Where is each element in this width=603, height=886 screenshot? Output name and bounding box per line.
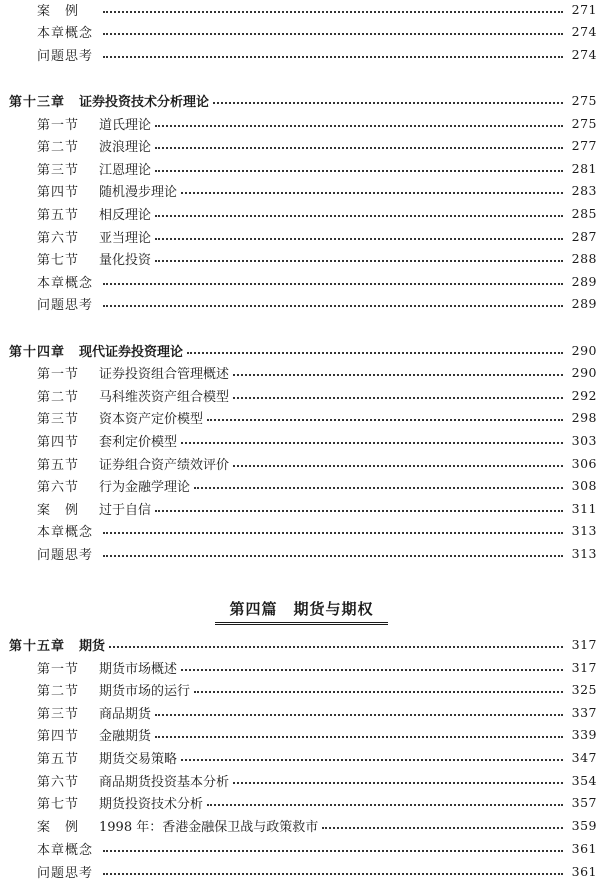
toc-entry-label: [37, 204, 151, 223]
toc-entry-number: 本章概念: [37, 842, 94, 858]
toc-entry-row[interactable]: [0, 20, 603, 42]
toc-entry-title: 马科维茨资产组合模型: [99, 389, 230, 405]
toc-entry-label: [37, 386, 229, 405]
dot-leader: [103, 56, 563, 58]
toc-entry-number: 第一节: [37, 117, 80, 133]
toc-page-number: 354: [571, 772, 597, 788]
toc-entry-title: 证券组合资产绩效评价: [99, 457, 230, 473]
toc-entry-label: [37, 725, 151, 744]
toc-entry-label: [37, 114, 151, 133]
dot-leader: [194, 691, 563, 693]
toc-entry-label: [37, 227, 151, 246]
toc-entry-row[interactable]: [0, 542, 603, 564]
dot-leader: [103, 11, 563, 13]
toc-chapter-row[interactable]: [0, 633, 603, 655]
toc-page-number: 292: [571, 387, 597, 403]
toc-entry-label: [37, 136, 151, 155]
toc-entry-title: 期货交易策略: [99, 751, 178, 767]
toc-chapter-row[interactable]: [0, 339, 603, 361]
toc-entry-number: 第四节: [37, 434, 80, 450]
toc-page-number: 306: [571, 455, 597, 471]
toc-entry-title: 商品期货: [99, 706, 152, 722]
toc-entry-title: 波浪理论: [99, 139, 152, 155]
toc-page-number: 361: [571, 863, 597, 879]
toc-entry-title: 现代证券投资理论: [79, 344, 184, 360]
toc-entry-label: [37, 658, 177, 677]
dot-leader: [181, 192, 563, 194]
toc-entry-row[interactable]: [0, 678, 603, 700]
toc-entry-number: 案 例: [37, 502, 80, 518]
dot-leader: [181, 759, 563, 761]
toc-entry-row[interactable]: [0, 814, 603, 836]
toc-entry-number: 第二节: [37, 683, 80, 699]
toc-page-number: 271: [571, 1, 597, 17]
toc-entry-label: [37, 454, 229, 473]
toc-entry-number: 第十四章: [9, 344, 66, 360]
toc-entry-title: 量化投资: [99, 252, 152, 268]
toc-page-number: 288: [571, 250, 597, 266]
toc-page-number: 287: [571, 228, 597, 244]
dot-leader: [103, 283, 563, 285]
toc-entry-number: 第六节: [37, 479, 80, 495]
dot-leader: [207, 419, 563, 421]
toc-page-number: 313: [571, 522, 597, 538]
toc-entry-number: 问题思考: [37, 297, 94, 313]
toc-page-number: 275: [571, 115, 597, 131]
toc-entry-row[interactable]: [0, 361, 603, 383]
toc-page-number: 361: [571, 840, 597, 856]
toc-entry-label: [37, 521, 99, 540]
toc-page-number: 313: [571, 545, 597, 561]
dot-leader: [109, 646, 563, 648]
dot-leader: [155, 260, 563, 262]
dot-leader: [155, 147, 563, 149]
toc-page-number: 290: [571, 342, 597, 358]
toc-entry-label: [9, 341, 183, 360]
toc-entry-title: 江恩理论: [99, 162, 152, 178]
toc-entry-row[interactable]: [0, 225, 603, 247]
toc-entry-title: 期货投资技术分析: [99, 796, 204, 812]
toc-entry-title: 期货: [79, 638, 106, 654]
toc-page-number: 357: [571, 794, 597, 810]
toc-entry-number: 第一节: [37, 366, 80, 382]
dot-leader: [155, 170, 563, 172]
toc-entry-label: [37, 45, 99, 64]
toc-page-number: 285: [571, 205, 597, 221]
toc-entry-number: 案 例: [37, 3, 80, 19]
toc-entry-row[interactable]: [0, 0, 603, 20]
toc-entry-label: [37, 272, 99, 291]
toc-entry-title: 行为金融学理论: [99, 479, 191, 495]
toc-entry-title: 过于自信: [99, 502, 152, 518]
toc-entry-row[interactable]: [0, 406, 603, 428]
toc-page-number: 277: [571, 137, 597, 153]
toc-page-number: 274: [571, 46, 597, 62]
dot-leader: [155, 714, 563, 716]
toc-page-number: 289: [571, 295, 597, 311]
toc-entry-number: 第五节: [37, 751, 80, 767]
dot-leader: [103, 555, 563, 557]
toc-entry-title: 期货市场概述: [99, 661, 178, 677]
toc-entry-row[interactable]: [0, 247, 603, 269]
dot-leader: [103, 873, 563, 875]
toc-entry-number: 第三节: [37, 706, 80, 722]
dot-leader: [155, 736, 563, 738]
toc-entry-number: 第五节: [37, 207, 80, 223]
dot-leader: [233, 465, 563, 467]
toc-entry-label: [37, 771, 229, 790]
dot-leader: [103, 305, 563, 307]
dot-leader: [233, 374, 563, 376]
toc-entry-number: 第四节: [37, 728, 80, 744]
toc-entry-number: 第五节: [37, 457, 80, 473]
toc-page-number: 311: [571, 500, 597, 516]
dot-leader: [155, 215, 563, 217]
toc-page-number: 317: [571, 636, 597, 652]
toc-entry-label: [37, 181, 177, 200]
dot-leader: [103, 850, 563, 852]
toc-entry-label: [37, 431, 177, 450]
toc-entry-title: 期货市场的运行: [99, 683, 191, 699]
toc-entry-number: 第四节: [37, 184, 80, 200]
toc-page-number: 337: [571, 704, 597, 720]
toc-entry-label: [37, 862, 99, 881]
toc-page-number: 303: [571, 432, 597, 448]
toc-entry-number: 第二节: [37, 389, 80, 405]
toc-entry-title: 随机漫步理论: [99, 184, 178, 200]
toc-entry-row[interactable]: [0, 179, 603, 201]
toc-entry-label: [37, 748, 177, 767]
toc-entry-label: [37, 408, 203, 427]
dot-leader: [322, 827, 563, 829]
toc-entry-row[interactable]: [0, 746, 603, 768]
toc-entry-title: 商品期货投资基本分析: [99, 774, 230, 790]
toc-entry-label: [37, 680, 190, 699]
toc-entry-row[interactable]: [0, 157, 603, 179]
toc-page-number: 317: [571, 659, 597, 675]
toc-entry-number: 本章概念: [37, 524, 94, 540]
toc-page-number: 289: [571, 273, 597, 289]
dot-leader: [103, 532, 563, 534]
toc-entry-number: 第七节: [37, 252, 80, 268]
toc-entry-number: 第十五章: [9, 638, 66, 654]
toc-entry-label: [37, 816, 318, 835]
toc-page-number: 274: [571, 23, 597, 39]
toc-entry-row[interactable]: [0, 837, 603, 859]
toc-entry-number: 第六节: [37, 774, 80, 790]
toc-entry-title: 资本资产定价模型: [99, 411, 204, 427]
toc-page-number: 359: [571, 817, 597, 833]
toc-entry-number: 第七节: [37, 796, 80, 812]
toc-entry-label: [37, 159, 151, 178]
toc-entry-number: 本章概念: [37, 275, 94, 291]
part-heading: [0, 598, 603, 625]
toc-entry-row[interactable]: [0, 497, 603, 519]
toc-entry-label: [37, 499, 151, 518]
dot-leader: [103, 33, 563, 35]
toc-page-number: 339: [571, 726, 597, 742]
toc-page-number: 347: [571, 749, 597, 765]
toc-entry-number: 第三节: [37, 411, 80, 427]
dot-leader: [187, 352, 563, 354]
toc-entry-row[interactable]: [0, 519, 603, 541]
toc-entry-row[interactable]: [0, 452, 603, 474]
toc-entry-label: [37, 544, 99, 563]
toc-entry-label: [37, 294, 99, 313]
toc-entry-row[interactable]: [0, 860, 603, 882]
toc-entry-title: 亚当理论: [99, 230, 152, 246]
toc-entry-label: [37, 476, 190, 495]
toc-entry-number: 第一节: [37, 661, 80, 677]
toc-entry-label: [37, 703, 151, 722]
dot-leader: [181, 442, 563, 444]
toc-entry-number: 问题思考: [37, 547, 94, 563]
toc-entry-row[interactable]: [0, 270, 603, 292]
toc-entry-number: 第六节: [37, 230, 80, 246]
dot-leader: [213, 102, 563, 104]
toc-entry-row[interactable]: [0, 723, 603, 745]
dot-leader: [155, 125, 563, 127]
toc-entry-number: 第三节: [37, 162, 80, 178]
toc-page-number: 281: [571, 160, 597, 176]
toc-entry-label: [37, 363, 229, 382]
toc-entry-label: [37, 22, 99, 41]
toc-entry-label: [37, 793, 203, 812]
toc-entry-row[interactable]: [0, 292, 603, 314]
dot-leader: [233, 397, 563, 399]
toc-chapter-row[interactable]: [0, 89, 603, 111]
toc-page-number: 308: [571, 477, 597, 493]
dot-leader: [194, 487, 563, 489]
toc-entry-row[interactable]: [0, 769, 603, 791]
toc-page-number: 283: [571, 182, 597, 198]
toc-entry-row[interactable]: [0, 202, 603, 224]
toc-entry-row[interactable]: [0, 656, 603, 678]
toc-entry-label: [37, 249, 151, 268]
toc-entry-row[interactable]: [0, 384, 603, 406]
toc-entry-row[interactable]: [0, 112, 603, 134]
toc-entry-row[interactable]: [0, 429, 603, 451]
toc-entry-label: [37, 839, 99, 858]
toc-entry-number: 问题思考: [37, 48, 94, 64]
toc-entry-title: 道氏理论: [99, 117, 152, 133]
toc-page-number: 298: [571, 409, 597, 425]
dot-leader: [233, 782, 563, 784]
toc-page-number: 325: [571, 681, 597, 697]
dot-leader: [155, 238, 563, 240]
toc-entry-title: 相反理论: [99, 207, 152, 223]
toc-entry-row[interactable]: [0, 791, 603, 813]
toc-entry-title: 金融期货: [99, 728, 152, 744]
toc-entry-row[interactable]: [0, 701, 603, 723]
toc-page-number: 275: [571, 92, 597, 108]
toc-entry-label: [9, 635, 105, 654]
dot-leader: [207, 804, 563, 806]
dot-leader: [181, 669, 563, 671]
dot-leader: [155, 510, 563, 512]
toc-entry-number: 案 例: [37, 819, 80, 835]
toc-entry-title: 证券投资组合管理概述: [99, 366, 230, 382]
toc-page-number: 290: [571, 364, 597, 380]
toc-entry-number: 第二节: [37, 139, 80, 155]
toc-entry-number: 第十三章: [9, 94, 66, 110]
part-heading-text: 第四篇 期货与期权: [215, 598, 387, 625]
toc-entry-title: 套利定价模型: [99, 434, 178, 450]
toc-entry-label: [37, 0, 99, 19]
toc-entry-row[interactable]: [0, 474, 603, 496]
toc-entry-row[interactable]: [0, 134, 603, 156]
toc-entry-title: 证券投资技术分析理论: [79, 94, 210, 110]
toc-entry-row[interactable]: [0, 43, 603, 65]
toc-entry-number: 本章概念: [37, 25, 94, 41]
toc-entry-label: [9, 91, 209, 110]
toc-entry-number: 问题思考: [37, 865, 94, 881]
toc-entry-title: 1998 年：香港金融保卫战与政策救市: [99, 819, 319, 835]
